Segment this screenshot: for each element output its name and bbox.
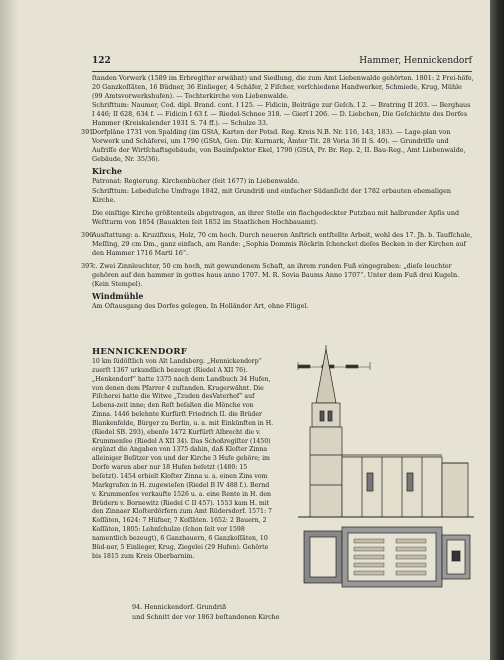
book-spine <box>490 0 504 660</box>
hennickendorf-text: 10 km ſüdöſtlich von Alt Landsberg. „Hennickendorp“ zuerſt 1367 urkundlich bezeugt (Riedel A XII 76). „Henkendorf“ hatte 1375 nach dem Landbuch 34 Hufen, von denen dem Pfarrer 4 zuſtanden. Krugerwähnt. Die Fiſcherei hatte die Witwe „Tzuden desVaterhof“ auf Lebens-zeit inne; den Reſt beſaßen die Mönche von Zinna. 1446 belehnte Kurfürſt Friedrich II. die Brüder Blankenfelde, Bürger zu Berlin, u. a. mit Einkünften in H. (Riedel SB. 293), ebenſo 1472 Kurfürſt Albrecht die v. Krummenſee (Riedel A XII 34). Das Schoßregiſter (1450) ergänzt die Angaben von 1375 dahin, daß Kloſter Zinna alleiniger Beſitzer von und der Kirche 3 Hufe gehöre; im Dorfe waren aber nur 18 Hufen beſetzt (1480: 15 beſetzt). 1454 erhielt Kloſter Zinna u. a. einen Zins vom Markgrafen in H. zugewieſen (Riedel B IV 488 f.). Bernd v. Krummenſee verkaufte 1526 u. a. eine Rente in H. den Brüdern v. Bornewitz (Riedel C II 457). 1553 kam H. mit den Zinnaer Kloſterdörfern zum Amt Rüdersdorf. 1571: 7 Koſſäten, 1624: 7 Hüfner, 7 Koſſäten. 1652: 2 Bauern, 2 Koſſäten, 1805: Lehnſchulze (ſchon ſeit vor 1598 namentlich bezeugt), 6 Ganzbauern, 6 Ganzkoſſäten, 10 Büd-ner, 5 Einlieger, Krug, Ziegelei (29 Hufen). Gehörte bis 1815 zum Kreis Oberbarnim. <box>92 358 274 560</box>
figure-caption <box>132 603 432 622</box>
place-heading: HENNICKENDORF <box>92 347 188 357</box>
church-section-drawing <box>298 345 474 517</box>
church-ground-plan <box>304 527 470 587</box>
kirche-schrifttum: Schrifttum: Lebeduſche Umfrage 1842, mit Grundriß und einfacher Südanſicht der 1782 erbauten ehemaligen Kirche. <box>92 186 451 204</box>
running-header <box>92 56 472 70</box>
schrifttum-label: Schrifttum: <box>92 101 130 110</box>
page-number: 122 <box>92 56 111 66</box>
margin-number-397: 397 <box>81 261 94 270</box>
schrifttum-text: Naumer, Cod. dipl. Brand. cont. I 125. — Fidicin, Beiträge zur Geſch. I 2. — Bratring II 203. — Berghaus I 446; II 628, 634 f. — Fidicin I 63 f. — Riedel-Schnee 318. — Gierſ I 206. — D. Liebchen, Die Geſchichte des Dorfes Hammer (Kreiskalender 1931 S. 74 ff.). — Schulze 33. <box>92 101 471 128</box>
dorfplaene-label: Dorfpläne <box>92 128 125 137</box>
continued-paragraph: ſtanden Vorwerk (1589 im Erbregiſter erwähnt) und Siedlung, die zum Amt Liebenwalde gehörten. 1801: 2 Frei-höfe, 20 Ganzkoſſäten, 16 Büdner, 36 Einlieger, 4 Schäfer, 2 Fiſcher, verſchiedene Handwerker, Schmiede, Krug, Mühle (99 Amtsvorwerkshufen). — Tochterkirche von Liebenwalde. <box>92 74 474 101</box>
kirche-heading: Kirche <box>92 166 122 177</box>
kirche-patronat: Patronat: Regierung. Kirchenbücher (ſeit 1677) in Liebenwalde. <box>92 177 300 186</box>
kirche-description: Die einſtige Kirche größtenteils abgetragen, an ihrer Stelle ein flachgedeckter Putzbau mit halbrunder Apſis und Weſtturm von 1854 (Bauakten ſeit 1852 im Staatlichen Hochbauamt). <box>92 208 460 226</box>
schrifttum-paragraph <box>92 101 474 128</box>
margin-number-396: 396 <box>81 230 94 239</box>
margin-number-391: 391 <box>81 128 94 137</box>
scale-bar <box>298 362 370 370</box>
gutter-shadow <box>0 0 18 660</box>
church-plan-figure <box>292 345 476 645</box>
running-title: Hammer, Hennickendorf <box>359 56 472 66</box>
hennickendorf-section <box>92 347 274 561</box>
caption-line-1: 94. Hennickendorf. Grundriß <box>132 603 227 611</box>
ausstattung-item-397: 397 c. Zwei Zinnleuchter, 50 cm hoch, mit gewundenem Schaft, an ihrem runden Fuß eingegraben: „dieſe leuchter gehören auf den hammer in gottes haus anno 1707. M. R. Sovia Baums Anno 1707“. Unter dem Fuß drei Kugeln. (Kein Stempel). <box>81 261 460 288</box>
dorfplaene-text: 1731 von Spalding (im GStA, Karten der Potsd. Reg. Kreis N.B. Nr. 116, 143, 183). — Lage-plan von Vorwerk und Schäferei, um 1790 (GStA, Gen. Dir. Kurmark, Ämter Tit. 28 Voria 36 II S. 40). — Grundriſſe und Aufriſſe der Wirtſchaftsgebäude, von Bauinſpektor Ekel, 1790 (GStA, Pr. Br. Rep. 2, II. Bau-Reg., Amt Liebenwalde, Gebäude, Nr. 35/36). <box>92 128 466 164</box>
ausstattung-item-396: 396 Ausſtattung: a. Kruzifixus, Holz, 70 cm hoch. Durch neueren Anſtrich entſtellte Arbeit, wohl des 17. Jh. b. Taufſchale, Meſſing, 29 cm Dm., ganz einfach, am Rande: „Sophia Dommis Röckrin ſchencket dieſes Becken in der Kirchen auf den Hammer 1716 Marti 16“. <box>81 230 473 257</box>
upper-text-block <box>81 74 474 311</box>
windmuehle-heading: Windmühle <box>92 290 144 301</box>
caption-line-2: und Schnitt der vor 1863 beſtandenen Kirche <box>132 612 280 621</box>
dorfplaene-paragraph <box>81 128 474 164</box>
header-rule <box>92 71 472 72</box>
windmuehle-text: Am Oſtausgang des Dorfes gelegen. In Holländer Art, ohne Flügel. <box>92 301 309 310</box>
